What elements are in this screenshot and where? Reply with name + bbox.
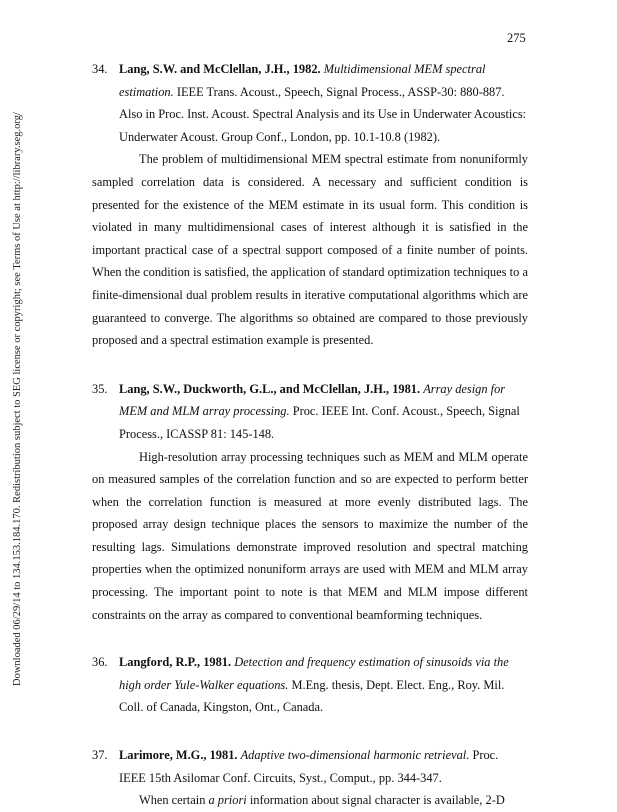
citation [92,58,528,148]
entry-title: Adaptive two-dimensional harmonic retrieval. [240,748,470,763]
abstract-italic-term: a priori [208,793,247,808]
entry-title: Multidimensional MEM spectral estimation. [119,62,486,99]
entry-source: Proc. IEEE 15th Asilomar Conf. Circuits, Syst., Comput., pp. 344-347. [119,748,499,785]
entry-authors: Larimore, M.G., 1981. [119,748,238,763]
entry-abstract [92,789,528,812]
entry-number: 36. [92,655,108,670]
citation [92,651,528,719]
bibliography-entry-37 [92,744,528,812]
entry-abstract: High-resolution array processing techniques such as MEM and MLM operate on measured samples of the correlation function and so are expected to perform better when the correlation function is measured at more evenly distributed lags. The proposed array design technique places the sensors to maximize the number of the resulting lags. Simulations demonstrate improved resolution and spectral matching properties when the optimized nonuniform arrays are used with MEM and MLM array processing. The important point to note is that MEM and MLM impose different constraints on the array as compared to conventional beamforming techniques. [92,449,528,622]
entry-number: 34. [92,62,108,76]
citation [92,744,528,789]
entry-source: M.Eng. thesis, Dept. Elect. Eng., Roy. Mil. Coll. of Canada, Kingston, Ont., Canada. [119,677,505,715]
entry-number: 37. [92,748,108,763]
citation [92,378,528,446]
bibliography-entry-36 [92,651,528,719]
abstract-text-end: information about signal character is available, 2-D [249,793,505,808]
entry-source: IEEE Trans. Acoust., Speech, Signal Process., ASSP-30: 880-887. Also in Proc. Inst. Acoust. Spectral Analysis and its Use in Underwater Acoustics: Underwater Acoust. Group Conf., London, pp. 10.1-10.8 (1982). [119,84,527,144]
entry-authors: Langford, R.P., 1981. [119,655,232,670]
entry-source: Proc. IEEE Int. Conf. Acoust., Speech, Signal Process., ICASSP 81: 145-148. [119,404,520,441]
entry-title: Detection and frequency estimation of sinusoids via the high order Yule-Walker equations. [119,655,509,692]
page-number: 275 [507,31,526,45]
entry-number: 35. [92,381,108,396]
bibliography-entry-35 [92,378,528,627]
entry-abstract: The problem of multidimensional MEM spectral estimate from nonuniformly sampled correlation data is considered. A necessary and sufficient condition is presented for the existence of the MEM estimate in its usual form. This condition is violated in many multidimensional cases of interest although it is satisfied in the important practical case of a spectral support composed of a finite number of points. When the condition is satisfied, the application of standard optimization techniques to a finite-dimensional dual problem results in iterative computational algorithms which are guaranteed to converge. The algorithms so obtained are compared to those previously proposed and a spectral estimation example is presented. [92,152,528,348]
bibliography-content [92,58,528,812]
entry-authors: Lang, S.W., Duckworth, G.L., and McClellan, J.H., 1981. [119,381,421,396]
download-notice: Downloaded 06/29/14 to 134.153.184.170. Redistribution subject to SEG license or copyright; see Terms of Use at http://library.seg.org/ [12,112,23,686]
abstract-text-start: When certain [139,793,206,808]
entry-title: Array design for MEM and MLM array processing. [119,381,506,419]
bibliography-entry-34 [92,58,528,352]
entry-authors: Lang, S.W. and McClellan, J.H., 1982. [119,62,321,76]
